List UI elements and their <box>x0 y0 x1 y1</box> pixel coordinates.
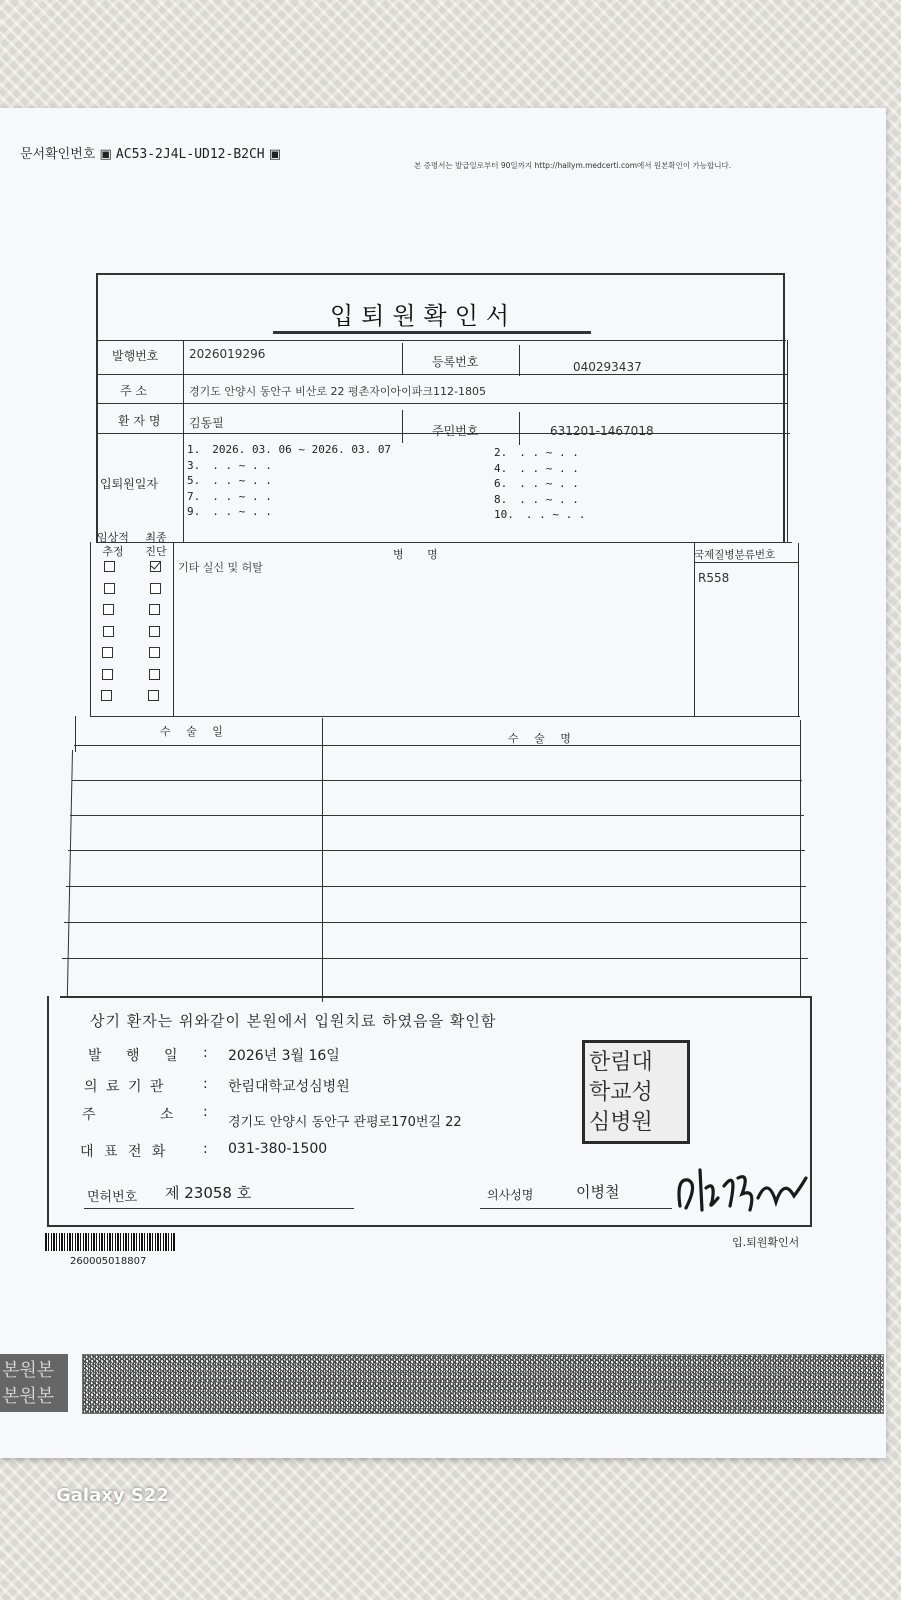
clinical-label: 임상적 추정 <box>97 531 129 558</box>
period-number: 2. <box>494 446 508 459</box>
address-label: 주 소 <box>120 384 147 398</box>
issue-date-value: 2026년 3월 16일 <box>228 1048 340 1064</box>
period-range: . . ~ . . <box>212 474 272 487</box>
clinical-checkbox[interactable] <box>104 583 115 594</box>
barcode <box>45 1233 175 1251</box>
patient-value: 김동필 <box>189 416 224 430</box>
final-checkbox[interactable] <box>149 626 160 637</box>
doctor-label: 의사성명 <box>487 1188 534 1202</box>
clinical-checkbox[interactable] <box>102 647 113 658</box>
period-range: 2026. 03. 06 ~ 2026. 03. 07 <box>212 443 392 456</box>
patient-label: 환 자 명 <box>118 414 161 428</box>
verify-notice: 본 증명서는 발급일로부터 90일까지 http://hallym.medcerti.com에서 원본확인이 가능합니다. <box>414 161 732 170</box>
period-label: 입퇴원일자 <box>100 477 158 491</box>
institution-value: 한림대학교성심병원 <box>228 1079 350 1095</box>
hospital-seal: 한림대 학교성 심병원 <box>582 1040 690 1144</box>
clinical-checkbox[interactable] <box>104 561 115 572</box>
period-range: . . ~ . . <box>212 489 272 503</box>
institution-label: 의 료 기 관 <box>84 1079 166 1095</box>
period-row <box>187 505 272 518</box>
final-checkbox[interactable] <box>149 647 160 658</box>
period-row <box>494 477 579 490</box>
phone-label: 대 표 전 화 <box>80 1144 169 1160</box>
disease-value: 기타 실신 및 허탈 <box>178 561 263 574</box>
issue-no-label: 발행번호 <box>112 349 159 363</box>
doc-check-label: 문서확인번호 <box>20 147 96 162</box>
colon: : <box>203 1141 208 1157</box>
code-value: R558 <box>698 571 730 585</box>
issue-no-value: 2026019296 <box>189 347 266 361</box>
clinical-checkbox[interactable] <box>102 669 113 680</box>
colon: : <box>203 1045 208 1061</box>
rrn-label: 주민번호 <box>432 424 479 438</box>
surgery-date-header: 수 술 일 <box>160 725 229 738</box>
reg-no-value: 040293437 <box>573 360 642 374</box>
final-checkbox[interactable] <box>150 561 161 572</box>
doc-check-number: AC53-2J4L-UD12-B2CH <box>115 147 265 162</box>
final-checkbox[interactable] <box>149 669 160 680</box>
period-range: . . ~ . . <box>212 505 272 518</box>
security-pattern <box>82 1354 884 1414</box>
period-number: 1. <box>187 443 201 456</box>
clinical-checkbox[interactable] <box>101 690 112 701</box>
footer-address-value: 경기도 안양시 동안구 관평로170번길 22 <box>228 1115 462 1130</box>
doc-check-line <box>20 143 281 162</box>
final-checkbox[interactable] <box>148 690 159 701</box>
reg-no-label: 등록번호 <box>432 355 479 369</box>
camera-watermark: Galaxy S22 <box>56 1485 169 1506</box>
square-icon: ▣ <box>99 147 116 162</box>
page-title: 입퇴원확인서 <box>330 302 518 330</box>
period-range: . . ~ . . <box>519 477 579 490</box>
period-number: 4. <box>494 461 508 475</box>
period-row <box>494 508 585 521</box>
issue-date-label: 발 행 일 <box>88 1048 188 1064</box>
surgery-name-header: 수 술 명 <box>508 732 577 745</box>
period-row <box>187 443 391 456</box>
period-row <box>494 462 579 475</box>
period-row <box>187 459 272 472</box>
code-header: 국제질병분류번호 <box>694 549 776 561</box>
period-range: . . ~ . . <box>519 446 579 459</box>
final-checkbox[interactable] <box>149 604 160 615</box>
rrn-value: 631201-1467018 <box>550 424 654 438</box>
period-number: 7. <box>187 489 201 503</box>
period-row <box>187 490 272 503</box>
colon: : <box>203 1076 208 1092</box>
phone-value: 031-380-1500 <box>228 1141 328 1157</box>
period-range: . . ~ . . <box>519 492 579 506</box>
square-icon: ▣ <box>268 147 282 162</box>
final-label: 최종 진단 <box>145 531 167 558</box>
disease-header: 병 명 <box>393 548 448 561</box>
period-range: . . ~ . . <box>519 461 579 475</box>
barcode-number: 260005018807 <box>70 1256 147 1267</box>
clinical-checkbox[interactable] <box>103 604 114 615</box>
confirm-text: 상기 환자는 위와같이 본원에서 입원치료 하였음을 확인함 <box>90 1012 497 1030</box>
doctor-value: 이병철 <box>576 1183 620 1201</box>
license-label: 면허번호 <box>87 1190 138 1205</box>
form-name: 입.퇴원확인서 <box>732 1236 800 1249</box>
period-range: . . ~ . . <box>212 458 272 472</box>
period-number: 6. <box>494 477 508 490</box>
period-number: 3. <box>187 458 201 472</box>
period-number: 10. <box>494 508 514 521</box>
final-checkbox[interactable] <box>150 583 161 594</box>
period-row <box>187 474 272 487</box>
colon: : <box>203 1104 208 1120</box>
footer-address-label: 주 소 <box>82 1107 204 1123</box>
period-number: 9. <box>187 505 201 518</box>
period-row <box>494 446 579 459</box>
period-range: . . ~ . . <box>525 508 586 521</box>
original-mark: 본원본 본원본 <box>0 1354 68 1412</box>
period-number: 8. <box>494 492 508 506</box>
period-number: 5. <box>187 474 201 487</box>
doctor-signature <box>672 1158 814 1220</box>
license-value: 제 23058 호 <box>165 1184 252 1202</box>
period-row <box>494 493 579 506</box>
address-value: 경기도 안양시 동안구 비산로 22 평촌자이아이파크112-1805 <box>189 385 486 398</box>
clinical-checkbox[interactable] <box>103 626 114 637</box>
